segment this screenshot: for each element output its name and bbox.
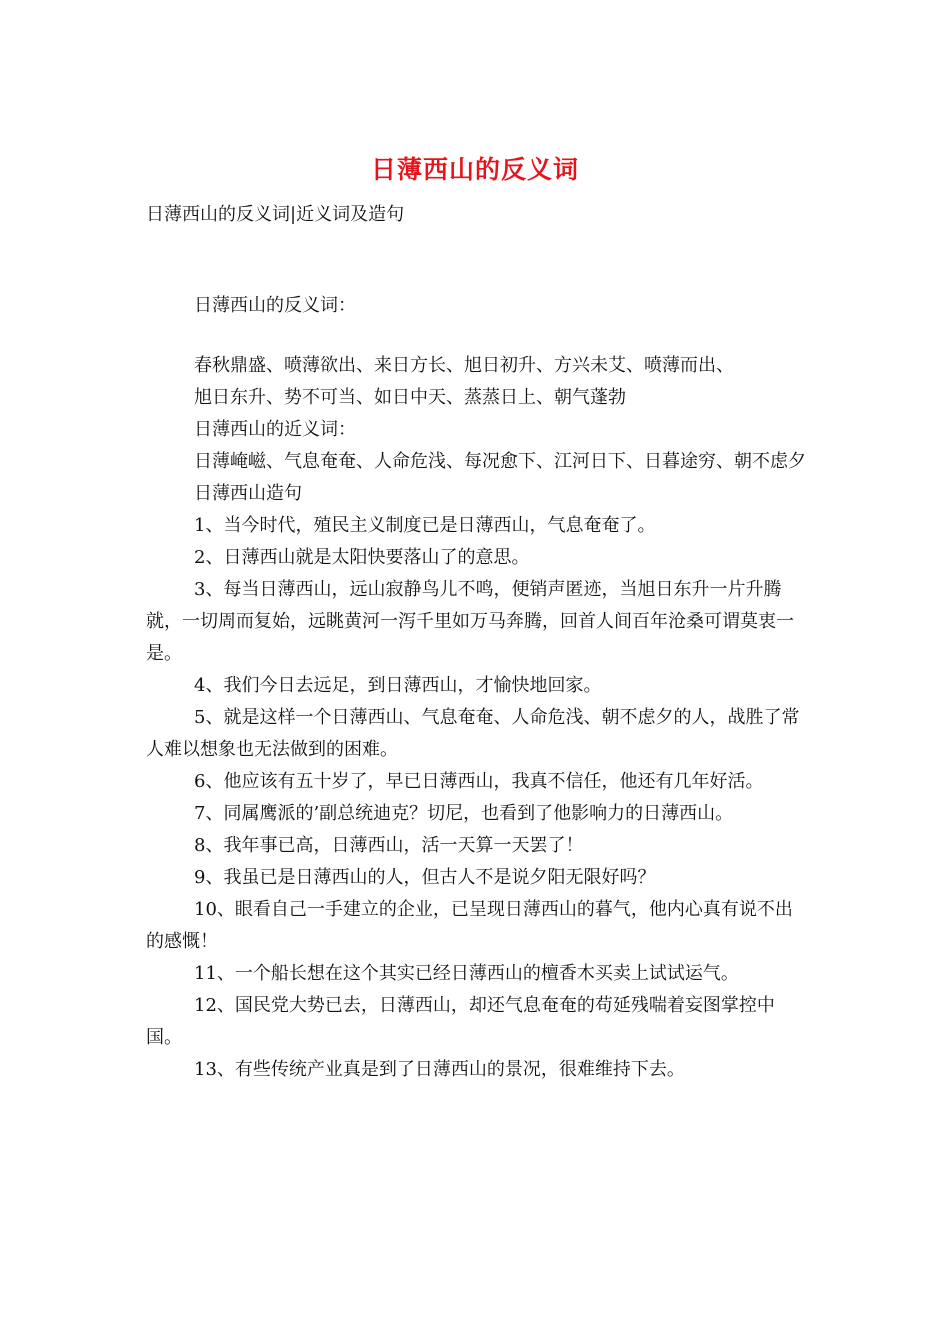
example-sentence: 11、一个船长想在这个其实已经日薄西山的檀香木买卖上试试运气。 bbox=[194, 963, 739, 984]
example-sentence: 9、我虽已是日薄西山的人，但古人不是说夕阳无限好吗？ bbox=[194, 867, 656, 888]
example-sentence: 3、每当日薄西山，远山寂静鸟儿不鸣，便销声匿迹，当旭日东升一片升腾就，一切周而复始，远眺黄河一泻千里如万马奔腾，回首人间百年沧桑可谓莫衷一是。 bbox=[146, 579, 794, 664]
antonym-line-2: 旭日东升、势不可当、如日中天、蒸蒸日上、朝气蓬勃 bbox=[194, 387, 626, 408]
example-sentence: 5、就是这样一个日薄西山、气息奄奄、人命危浅、朝不虑夕的人，战胜了常人难以想象也无法做到的困难。 bbox=[146, 707, 800, 760]
example-sentence: 13、有些传统产业真是到了日薄西山的景况，很难维持下去。 bbox=[194, 1059, 685, 1080]
example-sentence: 10、眼看自己一手建立的企业，已呈现日薄西山的暮气，他内心真有说不出的感慨！ bbox=[146, 899, 793, 952]
example-sentence: 8、我年事已高，日薄西山，活一天算一天罢了！ bbox=[194, 835, 584, 856]
antonym-heading: 日薄西山的反义词： bbox=[194, 295, 356, 316]
document-title: 日薄西山的反义词 bbox=[370, 155, 579, 184]
antonym-line-1: 春秋鼎盛、喷薄欲出、来日方长、旭日初升、方兴未艾、喷薄而出、 bbox=[194, 355, 734, 376]
example-sentence: 4、我们今日去远足，到日薄西山，才愉快地回家。 bbox=[194, 675, 602, 696]
example-sentence: 1、当今时代，殖民主义制度已是日薄西山，气息奄奄了。 bbox=[194, 515, 656, 536]
example-sentence: 7、同属鹰派的’副总统迪克？切尼，也看到了他影响力的日薄西山。 bbox=[194, 803, 734, 824]
synonym-heading: 日薄西山的近义词： bbox=[194, 419, 356, 440]
sentence-heading: 日薄西山造句 bbox=[194, 483, 302, 504]
example-sentence: 2、日薄西山就是太阳快要落山了的意思。 bbox=[194, 547, 530, 568]
document-subtitle: 日薄西山的反义词|近义词及造句 bbox=[146, 204, 405, 225]
example-sentence: 12、国民党大势已去，日薄西山，却还气息奄奄的苟延残喘着妄图掌控中国。 bbox=[146, 995, 775, 1048]
synonym-list: 日薄崦嵫、气息奄奄、人命危浅、每况愈下、江河日下、日暮途穷、朝不虑夕 bbox=[194, 451, 806, 472]
document-body bbox=[146, 290, 808, 1086]
example-sentence: 6、他应该有五十岁了，早已日薄西山，我真不信任，他还有几年好活。 bbox=[194, 771, 764, 792]
